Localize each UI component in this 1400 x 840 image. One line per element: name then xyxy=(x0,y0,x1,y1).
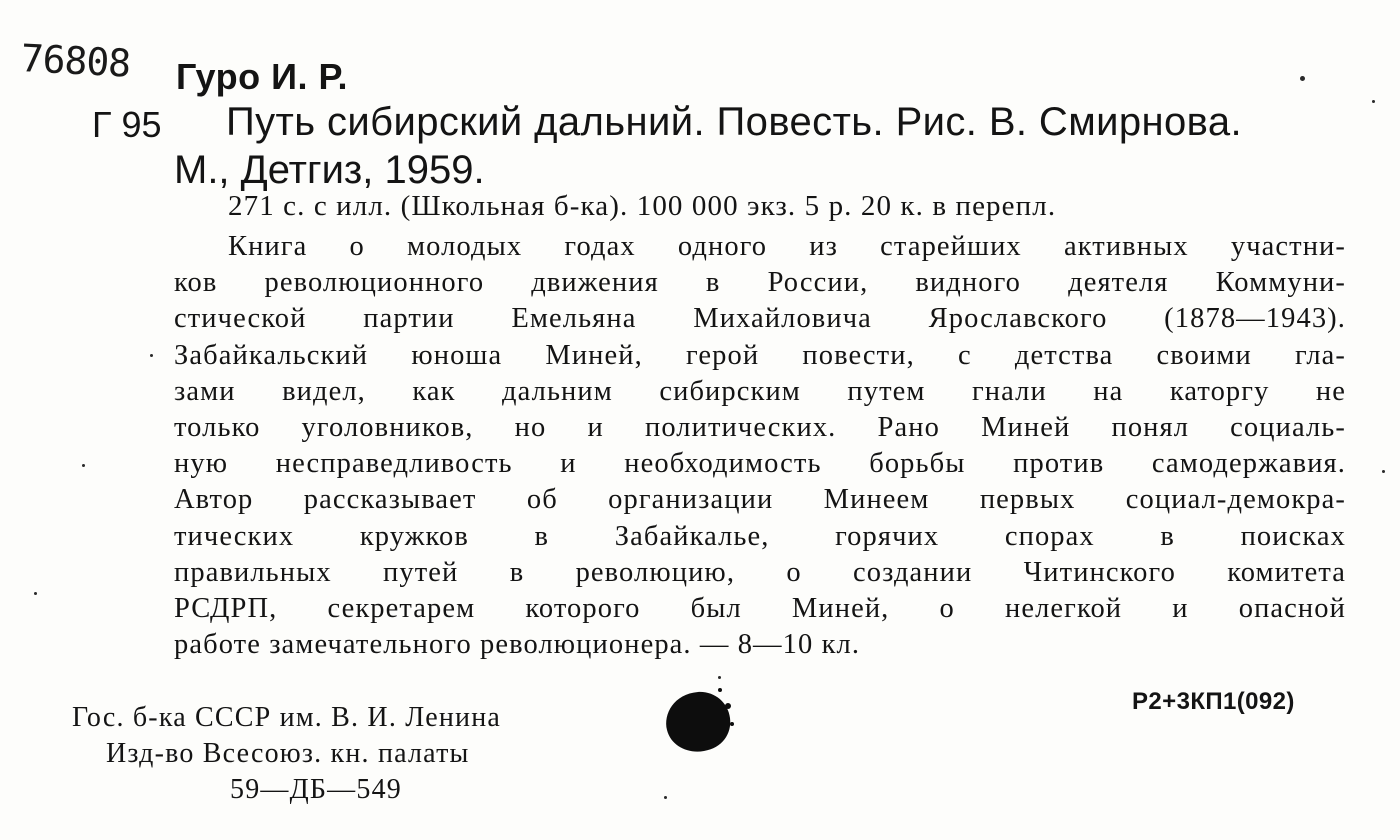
paper-speck xyxy=(718,676,721,679)
card-number: 59—ДБ—549 xyxy=(230,774,402,805)
annotation-line: Автор рассказывает об организации Минеем первых социал-демокра- xyxy=(174,484,1346,516)
annotation-line: ков революционного движения в России, видного деятеля Коммуни- xyxy=(174,267,1346,299)
annotation xyxy=(174,229,1346,663)
author-heading: Гуро И. Р. xyxy=(176,56,349,97)
annotation-line: РСДРП, секретарем которого был Миней, о нелегкой и опасной xyxy=(174,593,1346,625)
annotation-line: Книга о молодых годах одного из старейших активных участни- xyxy=(228,231,1346,262)
imprint-line: М., Детгиз, 1959. xyxy=(174,148,485,192)
paper-speck xyxy=(1382,470,1385,473)
title-line: Путь сибирский дальний. Повесть. Рис. В. Смирнова. xyxy=(226,100,1242,144)
ink-blot-icon xyxy=(662,688,734,754)
annotation-line: работе замечательного революционера. — 8—10 кл. xyxy=(174,629,861,661)
classification-code: Р2+3КП1(092) xyxy=(1132,688,1295,715)
paper-speck xyxy=(150,354,153,357)
paper-speck xyxy=(34,592,37,595)
collation-line: 271 с. с илл. (Школьная б-ка). 100 000 экз. 5 р. 20 к. в перепл. xyxy=(228,190,1057,222)
call-number: Г 95 xyxy=(92,104,162,145)
publisher-line: Изд-во Всесоюз. кн. палаты xyxy=(106,738,470,769)
annotation-line: только уголовников, но и политических. Рано Миней понял социаль- xyxy=(174,412,1346,444)
library-line: Гос. б-ка СССР им. В. И. Ленина xyxy=(72,702,502,733)
annotation-line: зами видел, как дальним сибирским путем гнали на каторгу не xyxy=(174,375,1346,407)
inventory-number: 76808 xyxy=(19,36,132,86)
annotation-line: правильных путей в революцию, о создании Читинского комитета xyxy=(174,556,1346,588)
paper-speck xyxy=(664,796,667,799)
annotation-line: тических кружков в Забайкалье, горячих спорах в поисках xyxy=(174,520,1346,552)
paper-speck xyxy=(1372,100,1375,103)
paper-speck xyxy=(82,464,85,467)
annotation-line: Забайкальский юноша Миней, герой повести, с детства своими гла- xyxy=(174,339,1346,371)
paper-speck xyxy=(1300,76,1305,81)
annotation-line: стической партии Емельяна Михайловича Ярославского (1878—1943). xyxy=(174,303,1346,335)
annotation-line: ную несправедливость и необходимость борьбы против самодержавия. xyxy=(174,448,1346,480)
library-imprint xyxy=(72,700,501,808)
